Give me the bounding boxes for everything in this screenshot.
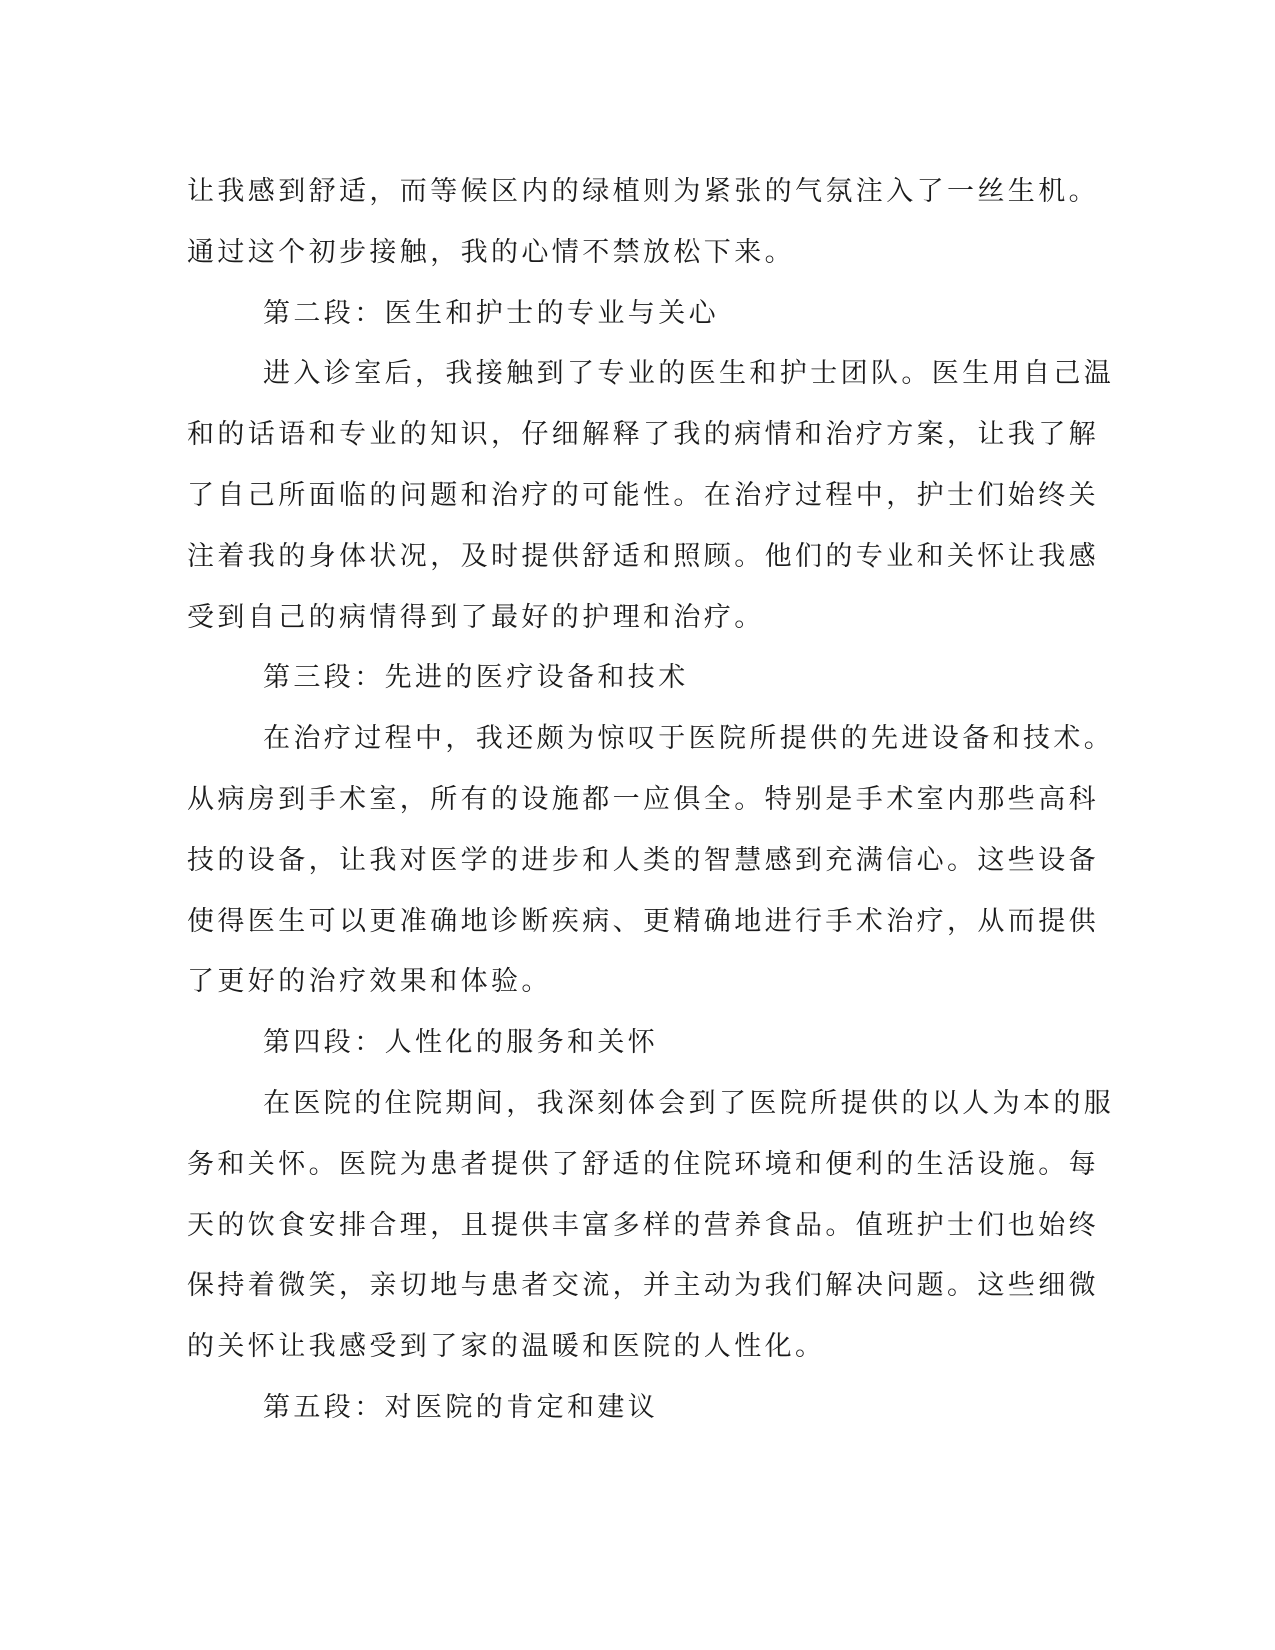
paragraph-line: 通过这个初步接触，我的心情不禁放松下来。: [187, 236, 795, 268]
document-body: [187, 162, 1115, 1439]
paragraph-line: 务和关怀。医院为患者提供了舒适的住院环境和便利的生活设施。每: [187, 1148, 1099, 1180]
paragraph-line: 了自己所面临的问题和治疗的可能性。在治疗过程中，护士们始终关: [187, 479, 1099, 511]
paragraph-line: 注着我的身体状况，及时提供舒适和照顾。他们的专业和关怀让我感: [187, 540, 1099, 572]
paragraph-line: 受到自己的病情得到了最好的护理和治疗。: [187, 601, 765, 633]
paragraph-line: 在医院的住院期间，我深刻体会到了医院所提供的以人为本的服: [263, 1087, 1115, 1119]
paragraph-line: 使得医生可以更准确地诊断疾病、更精确地进行手术治疗，从而提供: [187, 905, 1099, 937]
section-heading-4: 第四段：人性化的服务和关怀: [263, 1027, 659, 1059]
section-heading-3: 第三段：先进的医疗设备和技术: [263, 662, 689, 694]
paragraph-line: 和的话语和专业的知识，仔细解释了我的病情和治疗方案，让我了解: [187, 419, 1099, 451]
paragraph-line: 从病房到手术室，所有的设施都一应俱全。特别是手术室内那些高科: [187, 783, 1099, 815]
paragraph-line: 的关怀让我感受到了家的温暖和医院的人性化。: [187, 1331, 826, 1363]
paragraph-line: 让我感到舒适，而等候区内的绿植则为紧张的气氛注入了一丝生机。: [187, 176, 1099, 207]
section-heading-2: 第二段：医生和护士的专业与关心: [263, 297, 719, 329]
section-heading-5: 第五段：对医院的肯定和建议: [263, 1391, 659, 1423]
paragraph-line: 了更好的治疗效果和体验。: [187, 966, 552, 998]
paragraph-line: 保持着微笑，亲切地与患者交流，并主动为我们解决问题。这些细微: [187, 1270, 1099, 1302]
paragraph-line: 天的饮食安排合理，且提供丰富多样的营养食品。值班护士们也始终: [187, 1209, 1099, 1241]
paragraph-line: 技的设备，让我对医学的进步和人类的智慧感到充满信心。这些设备: [187, 844, 1099, 876]
paragraph-line: 进入诊室后，我接触到了专业的医生和护士团队。医生用自己温: [263, 358, 1115, 390]
paragraph-line: 在治疗过程中，我还颇为惊叹于医院所提供的先进设备和技术。: [263, 723, 1115, 755]
